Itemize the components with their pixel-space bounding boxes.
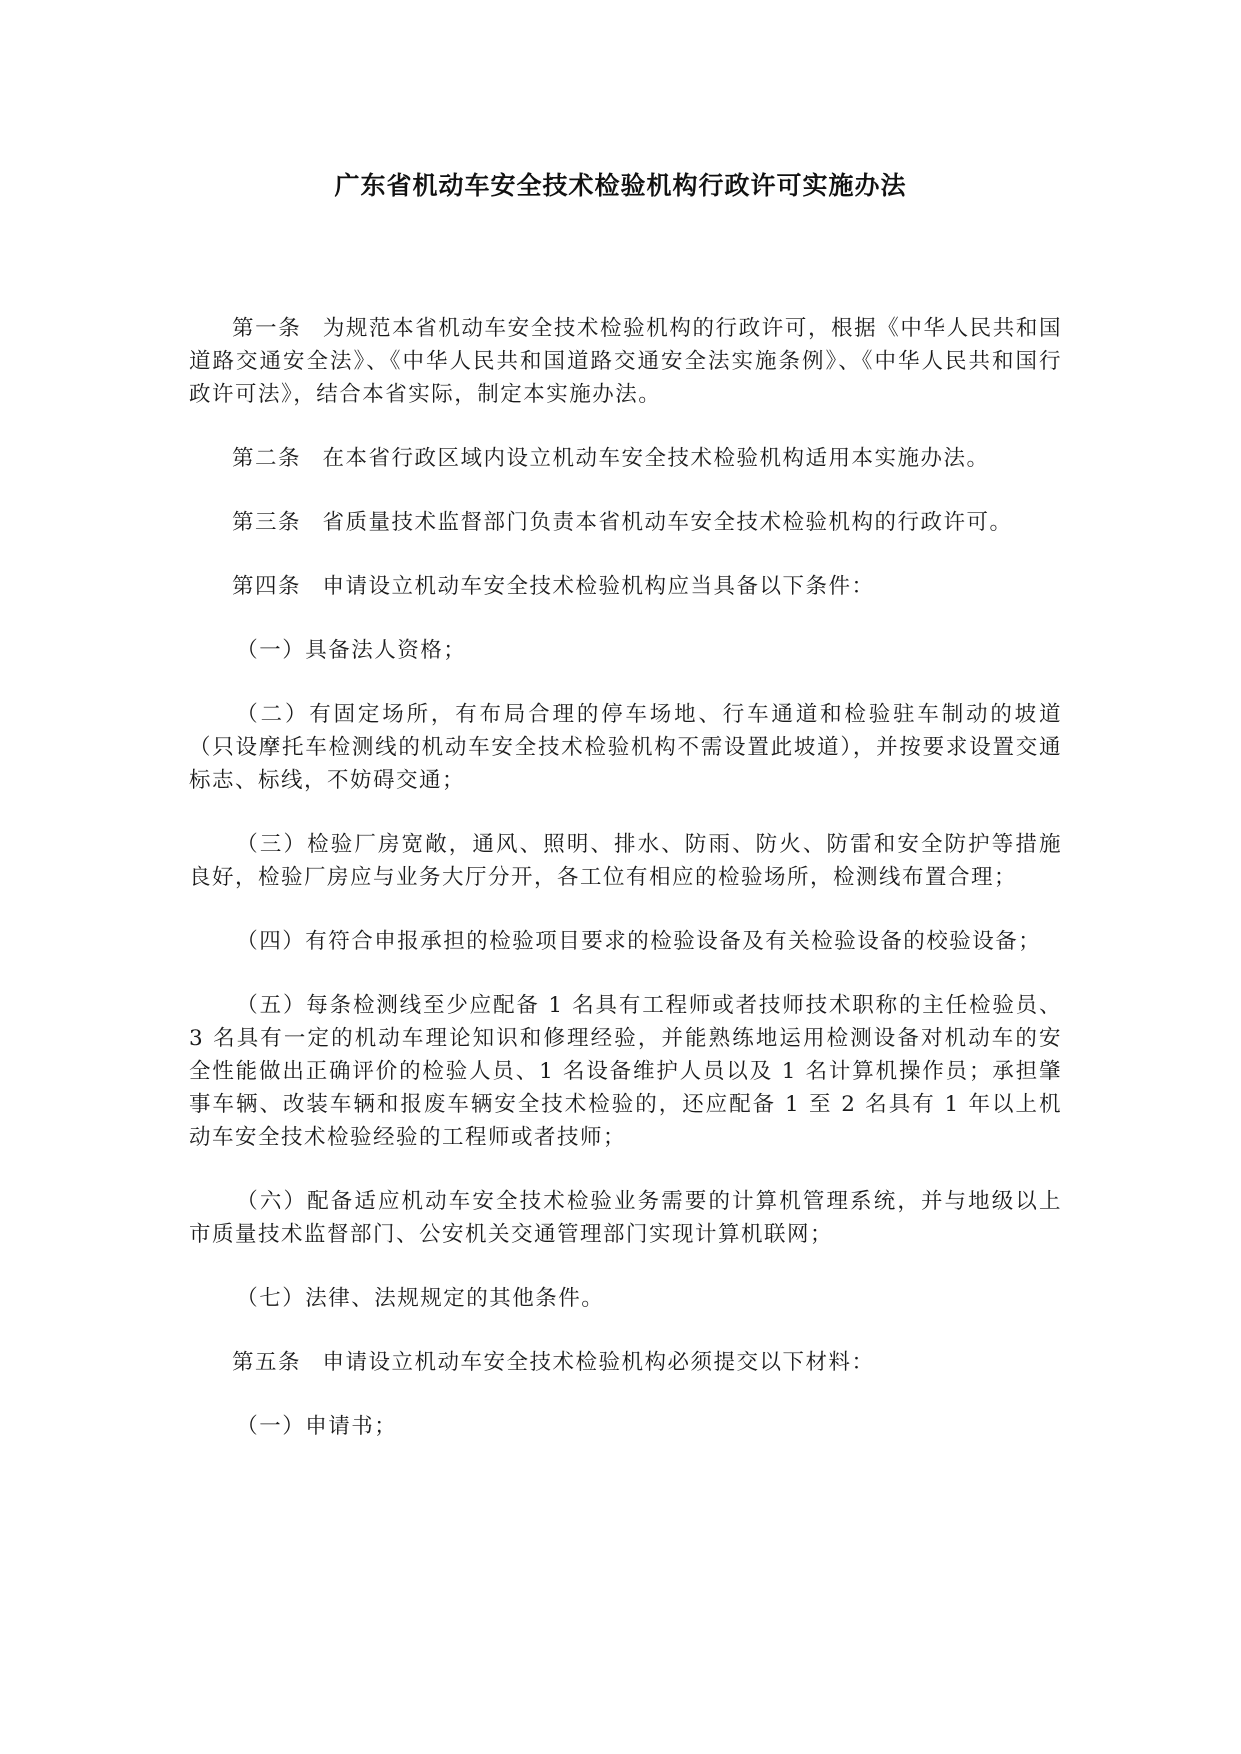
condition-item: （五）每条检测线至少应配备 1 名具有工程师或者技师技术职称的主任检验员、3 名具有一定的机动车理论知识和修理经验，并能熟练地运用检测设备对机动车的安全性能做出正确评价的检验人员、1 名设备维护人员以及 1 名计算机操作员；承担肇事车辆、改装车辆和报废车辆安全技术检验的，还应配备 1 至 2 名具有 1 年以上机动车安全技术检验经验的工程师或者技师； [189,993,1062,1150]
article-text: 为规范本省机动车安全技术检验机构的行政许可，根据《中华人民共和国道路交通安全法》、《中华人民共和国道路交通安全法实施条例》、《中华人民共和国行政许可法》，结合本省实际，制定本实施办法。 [189,316,1062,407]
article-4 [189,570,1062,603]
condition-item: （四）有符合申报承担的检验项目要求的检验设备及有关检验设备的校验设备； [236,929,1042,954]
condition-item: （二）有固定场所，有布局合理的停车场地、行车通道和检验驻车制动的坡道（只设摩托车检测线的机动车安全技术检验机构不需设置此坡道），并按要求设置交通标志、标线，不妨碍交通； [189,702,1062,793]
article-label: 第二条 [232,446,302,471]
article-label: 第一条 [232,316,302,341]
condition-item: （六）配备适应机动车安全技术检验业务需要的计算机管理系统，并与地级以上市质量技术监督部门、公安机关交通管理部门实现计算机联网； [189,1189,1062,1247]
article-2 [189,442,1062,475]
document-body [189,312,1062,1474]
article-text: 申请设立机动车安全技术检验机构必须提交以下材料： [322,1350,875,1375]
article-label: 第四条 [232,574,302,599]
article-5 [189,1346,1062,1379]
material-item: （一）申请书； [236,1414,398,1439]
condition-item: （七）法律、法规规定的其他条件。 [236,1286,605,1311]
article-text: 在本省行政区域内设立机动车安全技术检验机构适用本实施办法。 [322,446,990,471]
document-title: 广东省机动车安全技术检验机构行政许可实施办法 [334,171,907,200]
article-label: 第三条 [232,510,302,535]
condition-item: （三）检验厂房宽敞，通风、照明、排水、防雨、防火、防雷和安全防护等措施良好，检验厂房应与业务大厅分开，各工位有相应的检验场所，检测线布置合理； [189,832,1062,890]
article-text: 省质量技术监督部门负责本省机动车安全技术检验机构的行政许可。 [322,510,1013,535]
article-text: 申请设立机动车安全技术检验机构应当具备以下条件： [322,574,875,599]
condition-item: （一）具备法人资格； [236,638,467,663]
article-label: 第五条 [232,1350,302,1375]
article-1 [189,312,1062,411]
article-3 [189,506,1062,539]
